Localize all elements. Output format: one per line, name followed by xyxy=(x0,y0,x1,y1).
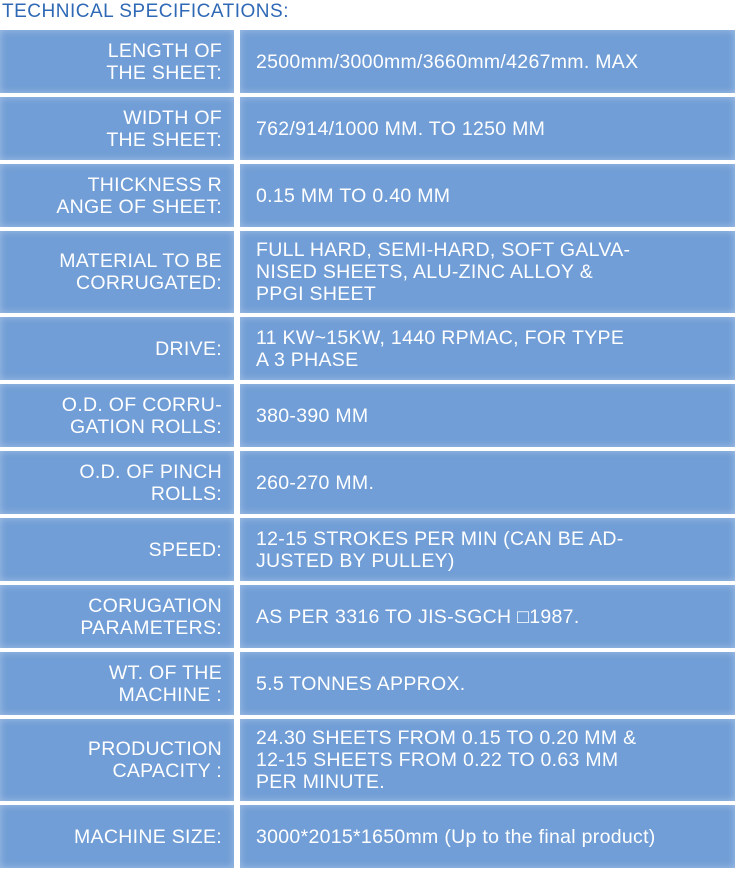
spec-label: MACHINE SIZE: xyxy=(0,805,234,868)
spec-row-speed xyxy=(0,518,735,581)
spec-row-capacity xyxy=(0,719,735,801)
spec-label: O.D. OF CORRU- GATION ROLLS: xyxy=(0,384,234,447)
spec-row-material xyxy=(0,231,735,313)
spec-label: WIDTH OF THE SHEET: xyxy=(0,97,234,160)
spec-table xyxy=(0,30,735,872)
spec-row-corrugation-rolls xyxy=(0,384,735,447)
spec-label: PRODUCTION CAPACITY : xyxy=(0,719,234,801)
spec-row-machine-size xyxy=(0,805,735,868)
spec-label: WT. OF THE MACHINE : xyxy=(0,652,234,715)
spec-label: SPEED: xyxy=(0,518,234,581)
spec-value: FULL HARD, SEMI-HARD, SOFT GALVA- NISED SHEETS, ALU-ZINC ALLOY & PPGI SHEET xyxy=(240,231,735,313)
spec-row-weight xyxy=(0,652,735,715)
spec-label: DRIVE: xyxy=(0,317,234,380)
spec-row-width xyxy=(0,97,735,160)
page-title: TECHNICAL SPECIFICATIONS: xyxy=(2,1,289,22)
spec-value: 380-390 MM xyxy=(240,384,735,447)
spec-row-pinch-rolls xyxy=(0,451,735,514)
spec-label: LENGTH OF THE SHEET: xyxy=(0,30,234,93)
spec-value: 24.30 SHEETS FROM 0.15 TO 0.20 MM & 12-15 SHEETS FROM 0.22 TO 0.63 MM PER MINUTE. xyxy=(240,719,735,801)
spec-value: 762/914/1000 MM. TO 1250 MM xyxy=(240,97,735,160)
spec-value: 11 KW~15KW, 1440 RPMAC, FOR TYPE A 3 PHASE xyxy=(240,317,735,380)
spec-row-length xyxy=(0,30,735,93)
spec-value: AS PER 3316 TO JIS-SGCH □1987. xyxy=(240,585,735,648)
spec-label: THICKNESS R ANGE OF SHEET: xyxy=(0,164,234,227)
spec-value: 3000*2015*1650mm (Up to the final product) xyxy=(240,805,735,868)
spec-label: MATERIAL TO BE CORRUGATED: xyxy=(0,231,234,313)
spec-value: 5.5 TONNES APPROX. xyxy=(240,652,735,715)
spec-row-parameters xyxy=(0,585,735,648)
spec-value: 12-15 STROKES PER MIN (CAN BE AD- JUSTED BY PULLEY) xyxy=(240,518,735,581)
spec-value: 0.15 MM TO 0.40 MM xyxy=(240,164,735,227)
spec-label: CORUGATION PARAMETERS: xyxy=(0,585,234,648)
spec-label: O.D. OF PINCH ROLLS: xyxy=(0,451,234,514)
spec-value: 260-270 MM. xyxy=(240,451,735,514)
spec-value: 2500mm/3000mm/3660mm/4267mm. MAX xyxy=(240,30,735,93)
spec-row-drive xyxy=(0,317,735,380)
spec-row-thickness xyxy=(0,164,735,227)
